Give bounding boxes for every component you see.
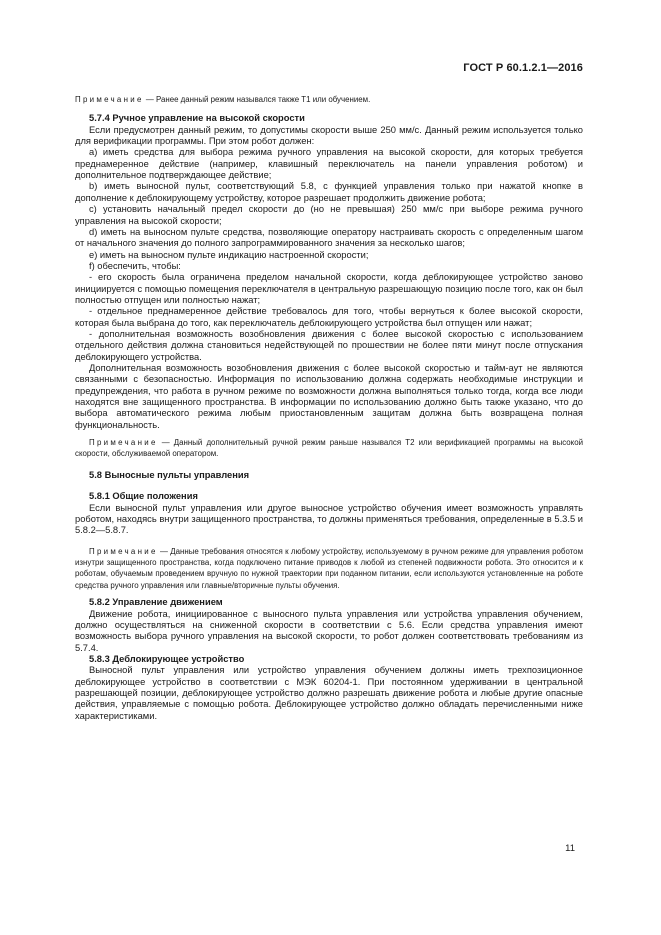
page-number: 11 <box>565 843 575 854</box>
note-text: — Данные требования относятся к любому устройству, используемому в ручном режиме для управления роботом изнутри защищенного пространства, когда подключено питание приводов к любой из степеней подвижности робота. Это относится и к роботам, обучаемым проведением вручную по нужной траектории при поданном питании, если используются установленные на роботе средства ручного управления или главные/вторичные пульты обучения. <box>75 546 583 590</box>
note-label: Примечание <box>89 546 158 556</box>
document-code: ГОСТ Р 60.1.2.1—2016 <box>463 62 583 74</box>
list-item: b) иметь выносной пульт, соответствующий 5.8, с функцией управления только при нажатой кнопке в дополнение к деблокирующему устройству, которое разрешает продолжить движение робота; <box>75 181 583 203</box>
section-heading: 5.8 Выносные пульты управления <box>89 469 250 480</box>
paragraph: Движение робота, инициированное с выносного пульта управления или устройства управления обучением, должно осуществляться на сниженной скорости в соответствии с 5.6. Если средства управления имеют возможность выбора ручного управления на высокой скорости, то робот должен соответствовать требованиям из 5.7.4. <box>75 608 583 653</box>
note <box>75 437 583 460</box>
note-label: Примечание <box>89 438 158 448</box>
note <box>75 94 583 105</box>
list-item: d) иметь на выносном пульте средства, позволяющие оператору настраивать скорость с определенным шагом от начального значения до полного запрограммированного значения за несколько шагов; <box>75 226 583 249</box>
list-item: а) иметь средства для выбора режима ручного управления на высокой скорости, для которых требуется преднамеренное действие (например, клавишный переключатель на панели управления роботом) и дополнительное подтверждающее действие; <box>75 147 583 181</box>
paragraph: Если выносной пульт управления или другое выносное устройство обучения имеет возможность управлять роботом, находясь внутри защищенного пространства, то должны применяться требования, определенные в 5.3.5 и 5.8.2—5.8.7. <box>75 502 583 536</box>
note-label: Примечание <box>75 95 144 104</box>
page-content <box>75 92 583 722</box>
list-item: c) установить начальный предел скорости до (но не превышая) 250 мм/с при выборе режима ручного управления на высокой скорости; <box>75 204 583 226</box>
section-heading: 5.8.3 Деблокирующее устройство <box>89 653 245 664</box>
note-text: — Ранее данный режим назывался также Т1 или обучением. <box>143 95 371 104</box>
note <box>75 546 583 592</box>
paragraph: Если предусмотрен данный режим, то допустимы скорости выше 250 мм/с. Данный режим используется только для верификации программы. При этом робот должен: <box>75 124 583 147</box>
section-heading: 5.8.2 Управление движением <box>89 597 223 608</box>
list-item: e) иметь на выносном пульте индикацию настроенной скорости; <box>89 249 369 260</box>
paragraph: Выносной пульт управления или устройство управления обучением должны иметь трехпозиционное деблокирующее устройство в соответствии с МЭК 60204-1. При постоянном удерживании в центральной разрешающей позиции, деблокирующее устройство должно разрешать движение робота и любые другие опасные действия, управляемые с помощью робота. Деблокирующее устройство должно обладать перечисленными ниже характеристиками. <box>75 665 583 721</box>
list-subitem: - отдельное преднамеренное действие требовалось для того, чтобы вернуться к более высокой скорости, которая была выбрана до того, как переключатель деблокирующего устройства был отпущен или нажат; <box>75 306 583 328</box>
list-subitem: - дополнительная возможность возобновления движения с более высокой скоростью с использованием отдельного действия должна становиться недействующей по прошествии не более пяти минут после отпускания деблокирующего устройства. <box>75 328 583 362</box>
paragraph: Дополнительная возможность возобновления движения с более высокой скоростью и тайм-аут не являются связанными с безопасностью. Информация по использованию должна содержать необходимые инструкции и предупреждения, что работа в ручном режиме по возможности должна выполняться только тогда, когда все люди находятся вне защищенного пространства. В информации по использованию должно быть также указано, что до выбора автоматического режима любым приостановленным защитам должна быть возвращена полная функциональность. <box>75 362 583 430</box>
section-heading: 5.7.4 Ручное управление на высокой скорости <box>89 113 305 124</box>
section-heading: 5.8.1 Общие положения <box>89 491 198 502</box>
list-subitem: - его скорость была ограничена пределом начальной скорости, когда деблокирующее устройство заново инициируется с помощью помещения переключателя в центральную разрешающую позицию после того, как он был полностью отпущен или полностью нажат; <box>75 272 583 305</box>
note-text: — Данный дополнительный ручной режим раньше назывался Т2 или верификацией программы на высокой скорости, обслуживаемой оператором. <box>75 438 583 459</box>
list-item: f) обеспечить, чтобы: <box>89 260 181 271</box>
